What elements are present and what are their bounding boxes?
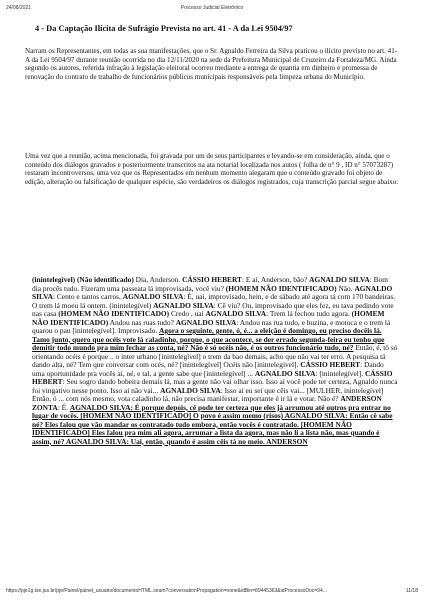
transcript-text: : É. [57, 402, 70, 412]
speaker-name: AGNALDO SILVA [309, 275, 370, 284]
speaker-name: AGNALDO SILVA [122, 292, 184, 301]
transcript-text: Então, é, tô só orientando océis é porque .. o inter urbano [inintelegível] o trem da bao demais, acho que não vai ter erro. A pesquisa tá dando alta, né? Tem que conversar com océs, né? [inintelegível] Océis não [inintelegível]. [32, 343, 398, 369]
print-title: Processo Judicial Eletrônico [180, 5, 244, 11]
browser-print-footer [6, 588, 418, 594]
transcript-text: Credo , uai [169, 309, 206, 318]
transcript-text: Não. [336, 283, 355, 293]
transcript-text: : [inintelegível]. [315, 368, 365, 378]
speaker-name: CÁSSIO HEBERT [300, 360, 361, 369]
transcript-text: : Dando uma oportunidade pra vocês aí, né, e tal, a gente sabe que [inintelegível] ... [32, 360, 384, 378]
speaker-name: (HOMEM NÃO IDENTIFICADO) [58, 309, 170, 318]
speaker-name: ANDERSON ZONTA [32, 394, 382, 412]
transcript-text: : Andou nas rua tudo, e buzina, e motoca e o trem lá quarou o pau [inintelegível]. Improvisado. [32, 317, 391, 335]
transcript-block [32, 276, 398, 446]
speaker-name: AGNALDO SILVA [205, 309, 267, 318]
transcript-text: Andou nas ruas tudo? [108, 317, 176, 327]
transcript-text: : Isso aí eu sei que cêis vai... [MULHER, inintelegível] Então, ó ... com nós mesmo, vota caladinho lá, não precisa manifestar, importante é ir lá e votar. Não é? [32, 385, 384, 403]
transcript-text: : Cê viu? Ou, improvisado que eles fez, eu tava pedindo vote nas casa [32, 300, 394, 318]
speaker-name: (inintelegível) (Não identificado) [32, 275, 134, 284]
transcript-text: : Bom dia procês tudo. Fizeram uma passeata lá improvisada, você viu? [32, 275, 388, 293]
print-url: https://pje1g.tse.jus.br/pje/Painel/painel_usuario/documentoHTML.seam?conversationPropagation=none&idBin=89445363&idProcessoDoc=94... [6, 588, 327, 594]
speaker-name: AGNALDO SILVA [175, 317, 237, 327]
transcript-text: : É, uai, improvisado, hein, e de sábado até agora tá com 170 bandeiras. O trem lá moeu lá ontem. (inintelegível) [32, 292, 396, 310]
speaker-name: AGNALDO SILVA [160, 385, 221, 395]
speaker-name: (HOMEM NÃO IDENTIFICADO) [225, 283, 337, 293]
transcript-text: : E aí, Anderson, bão? [241, 275, 310, 284]
highlighted-quote: Agora o seguinte, gente, ó, é... a eleição é domingo, eu preciso docêis lá. Tamo junto, quero que océis vote lá caladinho, porque, o que acontece, se der errado segunda-feira eu tenho que demitir todo mundo pra mim fechar as conta, né? Não é só océis não, é os outros funcionário tudo, né? [32, 326, 385, 352]
highlighted-quote: AGNALDO SILVA: É porque depois, cê pode ter certeza que eles já arrumou até outros pra entrar no lugar de vocês. [HOMEM NÃO IDENTIFICADO] O povo é assim memo (risos) AGNALDO SILVA: Então cê sabe né? Eles falou que vão mandar os contratado tudo embora, então vocês é contratado. [HOMEM NÃO IDENTIFICADO] Eles falou pra mim ali agora, arrumar a lista da agora, mas não li a lista não, mas quando é assim, né? AGNALDO SILVA: Uai, então, quando é assim cêis tá no meio. ANDERSON [32, 402, 393, 446]
speaker-name: (HOMEM NÃO IDENTIFICADO) [32, 309, 385, 327]
transcript-text: : Trem lá fechou tudo agora. [266, 309, 352, 318]
speaker-name: AGNALDO SILVA [254, 368, 316, 378]
speaker-name: AGNALDO SILVA [153, 300, 214, 310]
page-number: 11/18 [405, 588, 418, 594]
speaker-name: AGNALDO SILVA [32, 283, 393, 301]
speaker-name: CÁSSIO HEBERT [32, 368, 393, 386]
paragraph-2: Uma vez que a reunião, acima mencionada, foi gravada por um de seus participantes e levando-se em consideração, ainda, que o conteúdo dos diálogos gravados e posteriormente transcritos na ata notarial localizada nos autos ( folha de n° 9 , ID n° 57073287) restaram incontroversos, uma vez que os Representados em nenhum momento alegaram que o conteúdo gravado foi objeto de edição, alteração ou falsificação de qualquer espécie, são verdadeiros os diálogos registrados, cuja transcrição parcial segue abaixo: [25, 152, 399, 187]
transcript-text: : Cento e tantos carros. [52, 292, 123, 301]
section-heading: 4 - Da Captação Ilícita de Sufrágio Prevista no art. 41 - A da Lei 9504/97 [35, 24, 293, 33]
speaker-name: CÁSSIO HEBERT [182, 275, 242, 284]
transcript-text: Dia, Anderson. [133, 275, 183, 284]
transcript-text: : Seu sogro dando bobeira demais lá, mas a gente não vai olhar isso. Isso aí você pode ter certeza, Agnaldo nunca foi vingativo nesse ponto. Isso aí não vai... [32, 377, 398, 395]
browser-print-header [6, 5, 418, 11]
paragraph-1: Narram os Representantes, em todas as sua manifestações, que o Sr. Agnaldo Ferreira da Silva praticou o ilícito previsto no art. 41-A da Lei 9504/97 durante reunião ocorrida no dia 12/11/2020 na sede da Prefeitura Municipal de Cruzeiro da Fortaleza/MG. Ainda segundo os autores, referida infração à legislação eleitoral ocorreu mediante a entrega de quantia em dinheiro e promessa de renovação do contrato de trabalho de funcionários públicos municipais responsáveis pela limpeza urbana do Município. [25, 47, 398, 82]
print-date: 24/08/2021 [6, 5, 32, 11]
